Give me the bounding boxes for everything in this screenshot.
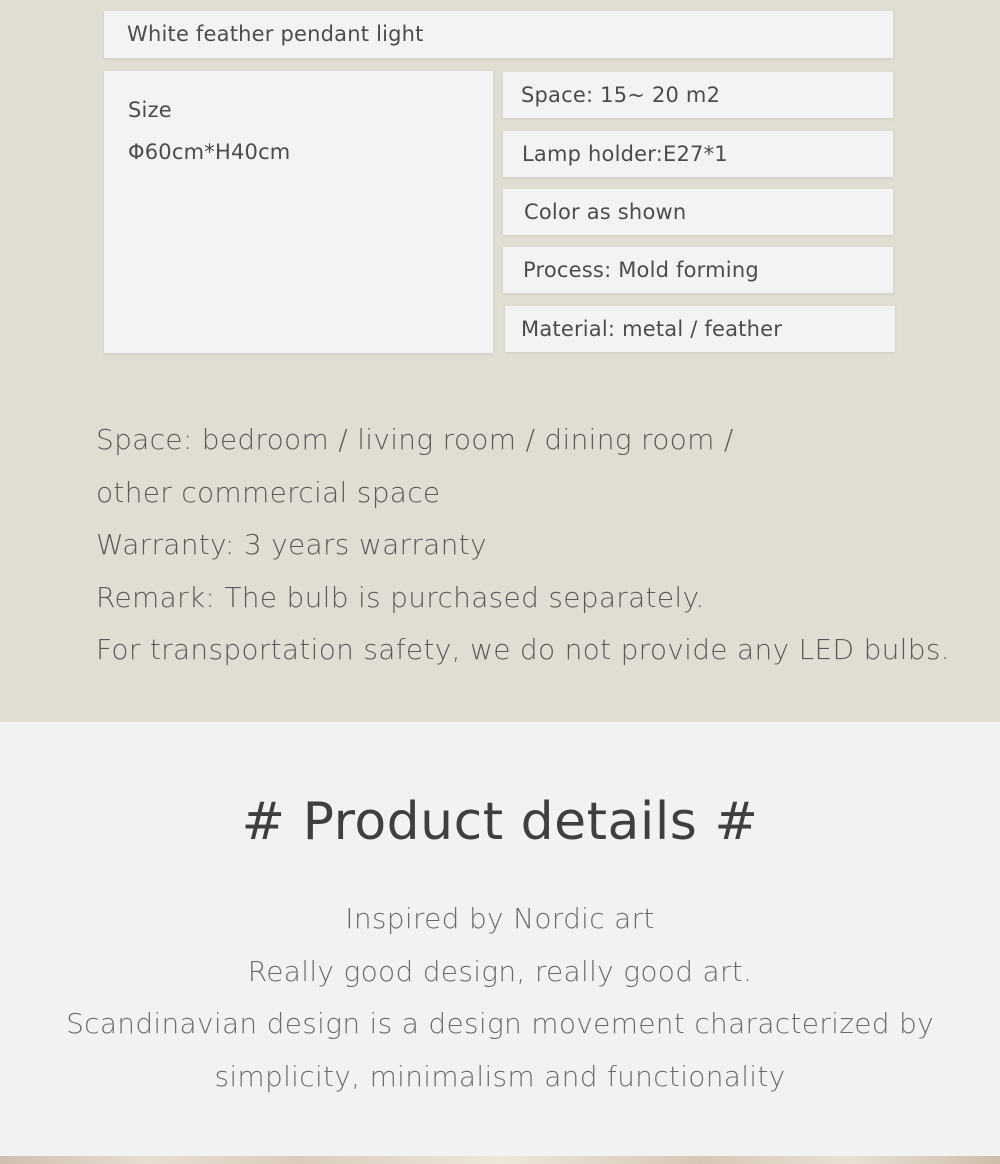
info-line: other commercial space [96,475,441,509]
spec-color: Color as shown [524,200,687,224]
size-label: Size [128,98,172,122]
size-cell [104,71,493,353]
details-line: Inspired by Nordic art [345,902,655,935]
info-line: Warranty: 3 years warranty [96,528,487,561]
details-line: simplicity, minimalism and functionality [214,1059,786,1093]
spec-lamp-holder-cell [503,131,893,177]
size-value: Φ60cm*H40cm [128,140,291,164]
info-line: For transportation safety, we do not provide any LED bulbs. [96,633,950,666]
spec-material: Material: metal / feather [521,317,783,341]
spec-color-cell [503,189,893,235]
spec-space: Space: 15~ 20 m2 [521,83,721,107]
product-details-text [0,893,1000,1103]
info-line: Remark: The bulb is purchased separately. [96,580,705,614]
spec-lamp-holder: Lamp holder:E27*1 [522,142,728,166]
product-name: White feather pendant light [127,22,424,46]
details-line: Really good design, really good art. [247,954,753,988]
feather-image-strip [0,1156,1000,1164]
spec-process-cell [503,247,893,293]
details-line: Scandinavian design is a design movement characterized by [66,1007,934,1040]
info-line: Space: bedroom / living room / dining room / [96,423,734,456]
product-details-heading: # Product details # [241,792,759,852]
info-text-block [96,414,950,677]
spec-space-cell [503,72,893,118]
product-name-cell [104,11,893,58]
spec-material-cell [505,306,895,352]
spec-process: Process: Mold forming [523,258,759,282]
